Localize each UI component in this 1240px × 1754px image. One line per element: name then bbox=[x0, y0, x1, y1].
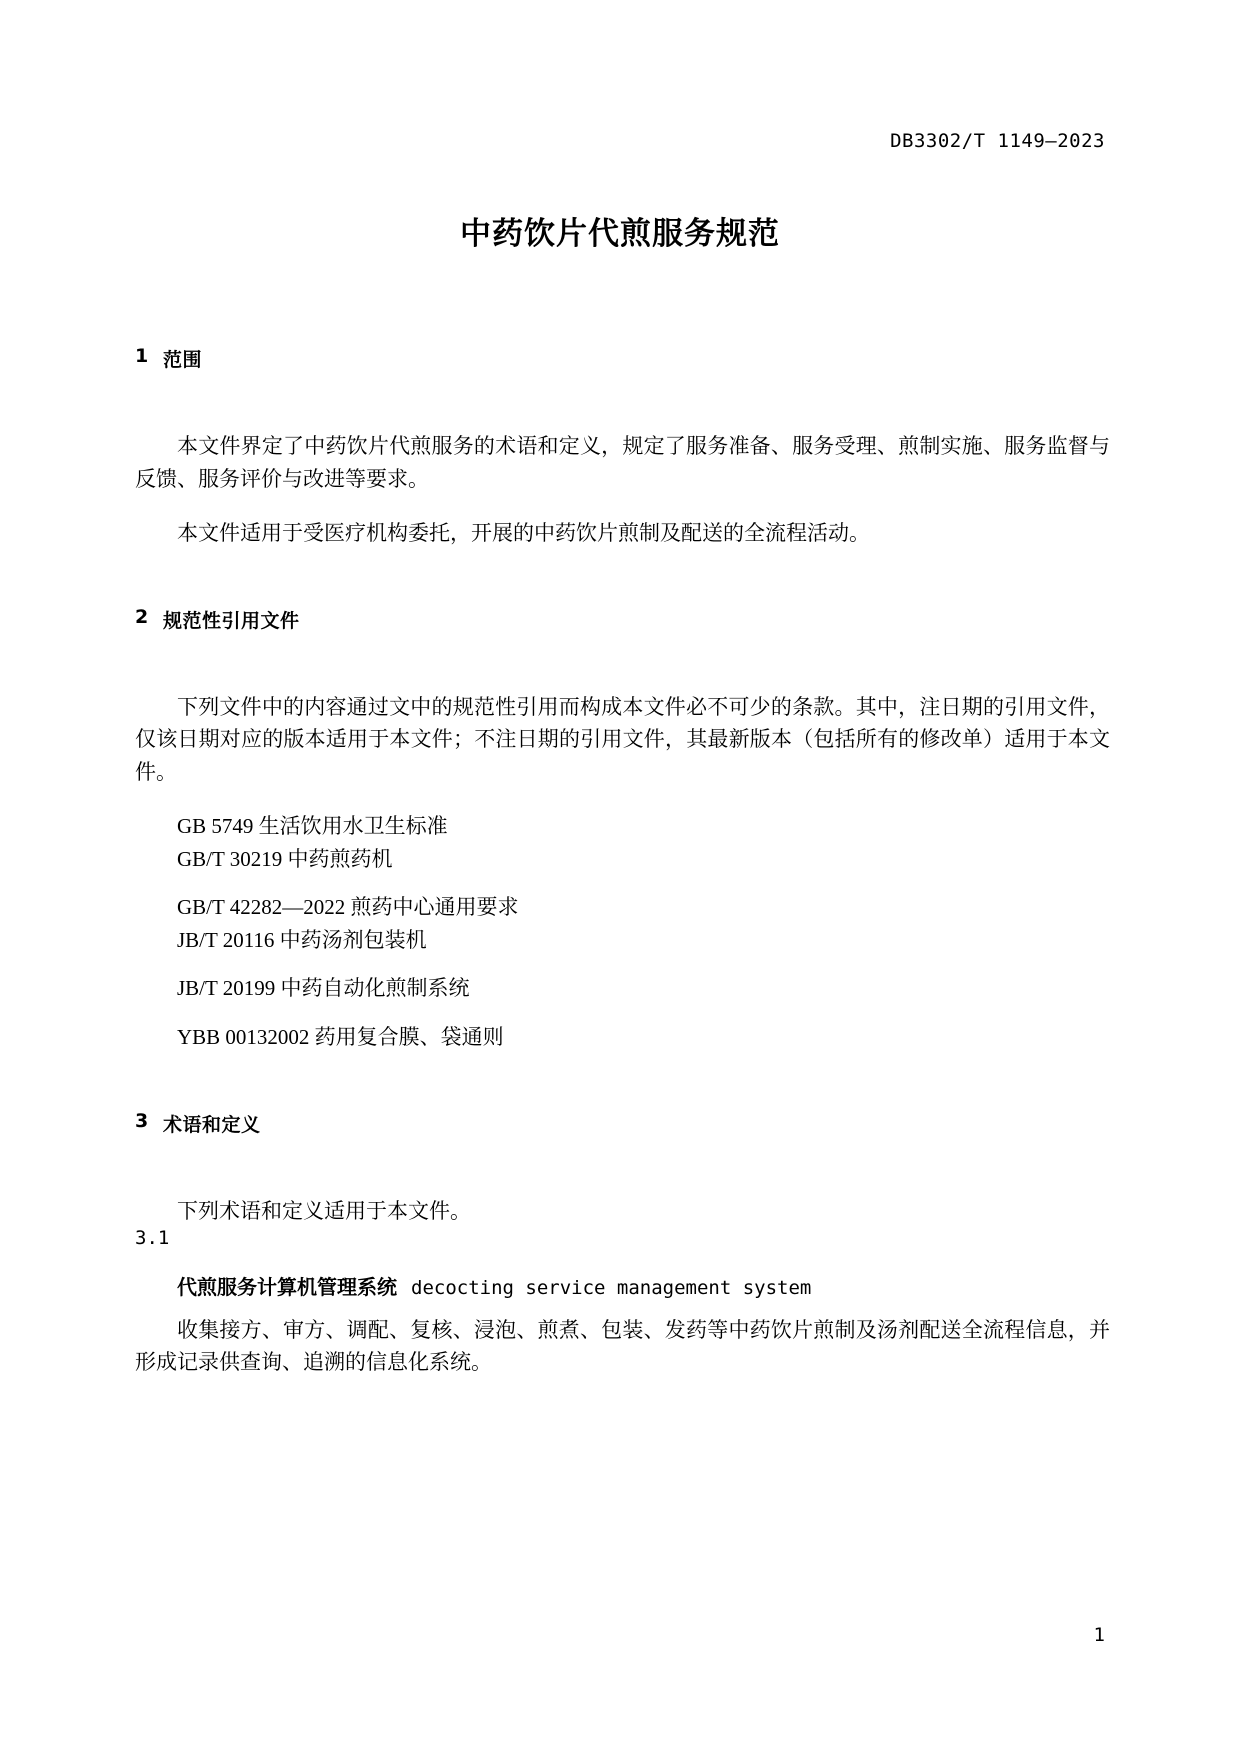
page-title: 中药饮片代煎服务规范 bbox=[460, 216, 780, 252]
paragraph-3-1: 下列术语和定义适用于本文件。 bbox=[177, 1198, 471, 1223]
reference-item: JB/T 20199 中药自动化煎制系统 bbox=[177, 976, 470, 1001]
clause-number-1: 1 bbox=[135, 345, 149, 367]
clause-title-1: 范围 bbox=[163, 349, 203, 371]
clause-number-3: 3 bbox=[135, 1109, 149, 1132]
normative-references-list bbox=[135, 810, 1110, 1053]
reference-item: GB 5749 生活饮用水卫生标准 bbox=[177, 814, 448, 839]
clause-heading-2 bbox=[135, 606, 1110, 633]
term-number: 3.1 bbox=[135, 1227, 170, 1250]
reference-item: GB/T 42282—2022 煎药中心通用要求 bbox=[177, 895, 519, 920]
term-name-cn: 代煎服务计算机管理系统 bbox=[177, 1275, 397, 1300]
paragraph-1-2: 本文件适用于受医疗机构委托，开展的中药饮片煎制及配送的全流程活动。 bbox=[177, 521, 870, 546]
term-definition: 收集接方、审方、调配、复核、浸泡、煎煮、包装、发药等中药饮片煎制及汤剂配送全流程信息，并形成记录供查询、追溯的信息化系统。 bbox=[135, 1317, 1110, 1375]
standard-code-header: DB3302/T 1149—2023 bbox=[890, 130, 1105, 152]
document-body bbox=[135, 345, 1110, 1379]
reference-item: JB/T 20116 中药汤剂包装机 bbox=[177, 927, 427, 952]
reference-item: YBB 00132002 药用复合膜、袋通则 bbox=[177, 1025, 504, 1050]
paragraph-1-1: 本文件界定了中药饮片代煎服务的术语和定义，规定了服务准备、服务受理、煎制实施、服务监督与反馈、服务评价与改进等要求。 bbox=[135, 434, 1110, 491]
paragraph-2-1: 下列文件中的内容通过文中的规范性引用而构成本文件必不可少的条款。其中，注日期的引用文件，仅该日期对应的版本适用于本文件；不注日期的引用文件，其最新版本（包括所有的修改单）适用于本文件。 bbox=[135, 694, 1110, 784]
clause-title-2: 规范性引用文件 bbox=[163, 609, 300, 632]
page-number: 1 bbox=[1093, 1624, 1105, 1646]
term-entry bbox=[135, 1271, 1110, 1304]
clause-heading-3 bbox=[135, 1110, 1110, 1137]
term-name-en: decocting service management system bbox=[411, 1277, 812, 1300]
reference-item: GB/T 30219 中药煎药机 bbox=[177, 846, 393, 871]
clause-heading-1 bbox=[135, 345, 1110, 372]
clause-number-2: 2 bbox=[135, 605, 149, 628]
clause-title-3: 术语和定义 bbox=[163, 1113, 261, 1136]
